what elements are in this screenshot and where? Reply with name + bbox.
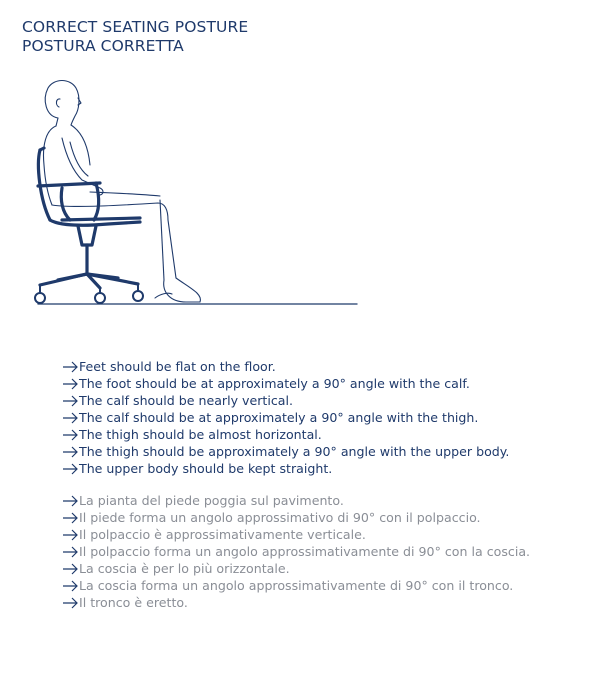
list-item — [62, 594, 530, 611]
arrow-right-icon — [62, 495, 79, 507]
seated-person-illustration — [0, 70, 380, 320]
list-item — [62, 492, 530, 509]
arrow-right-icon — [62, 395, 79, 407]
list-item — [62, 526, 530, 543]
list-item-text: Feet should be flat on the floor. — [79, 359, 276, 374]
arrow-right-icon — [62, 378, 79, 390]
arrow-right-icon — [62, 463, 79, 475]
arrow-right-icon — [62, 546, 79, 558]
arrow-right-icon — [62, 580, 79, 592]
list-item-text: Il polpaccio è approssimativamente verticale. — [79, 527, 366, 542]
title-italian: POSTURA CORRETTA — [22, 37, 184, 55]
arrow-right-icon — [62, 597, 79, 609]
list-item — [62, 543, 530, 560]
arrow-right-icon — [62, 529, 79, 541]
list-item-text: The thigh should be almost horizontal. — [79, 427, 322, 442]
list-item-text: Il tronco è eretto. — [79, 595, 188, 610]
arrow-right-icon — [62, 429, 79, 441]
chair-casters — [35, 284, 143, 303]
office-chair — [38, 148, 140, 288]
arrow-right-icon — [62, 412, 79, 424]
page-title — [22, 18, 248, 56]
list-item-text: Il piede forma un angolo approssimativo di 90° con il polpaccio. — [79, 510, 481, 525]
list-item — [62, 577, 530, 594]
list-item — [62, 443, 509, 460]
list-item-text: La pianta del piede poggia sul pavimento. — [79, 493, 344, 508]
guidelines-english-list — [62, 358, 509, 477]
arrow-right-icon — [62, 446, 79, 458]
arrow-right-icon — [62, 563, 79, 575]
arrow-right-icon — [62, 512, 79, 524]
list-item-text: The calf should be nearly vertical. — [79, 393, 294, 408]
list-item — [62, 509, 530, 526]
guidelines-italian-list — [62, 492, 530, 611]
list-item-text: The thigh should be approximately a 90° angle with the upper body. — [79, 444, 510, 459]
list-item-text: The calf should be at approximately a 90° angle with the thigh. — [79, 410, 479, 425]
list-item — [62, 560, 530, 577]
list-item — [62, 392, 509, 409]
title-english: CORRECT SEATING POSTURE — [22, 18, 249, 36]
list-item — [62, 375, 509, 392]
list-item-text: The upper body should be kept straight. — [79, 461, 333, 476]
list-item — [62, 409, 509, 426]
list-item — [62, 460, 509, 477]
list-item — [62, 358, 509, 375]
list-item — [62, 426, 509, 443]
list-item-text: La coscia è per lo più orizzontale. — [79, 561, 290, 576]
list-item-text: La coscia forma un angolo approssimativamente di 90° con il tronco. — [79, 578, 514, 593]
arrow-right-icon — [62, 361, 79, 373]
person-figure — [44, 81, 201, 303]
list-item-text: The foot should be at approximately a 90° angle with the calf. — [79, 376, 470, 391]
list-item-text: Il polpaccio forma un angolo approssimativamente di 90° con la coscia. — [79, 544, 531, 559]
